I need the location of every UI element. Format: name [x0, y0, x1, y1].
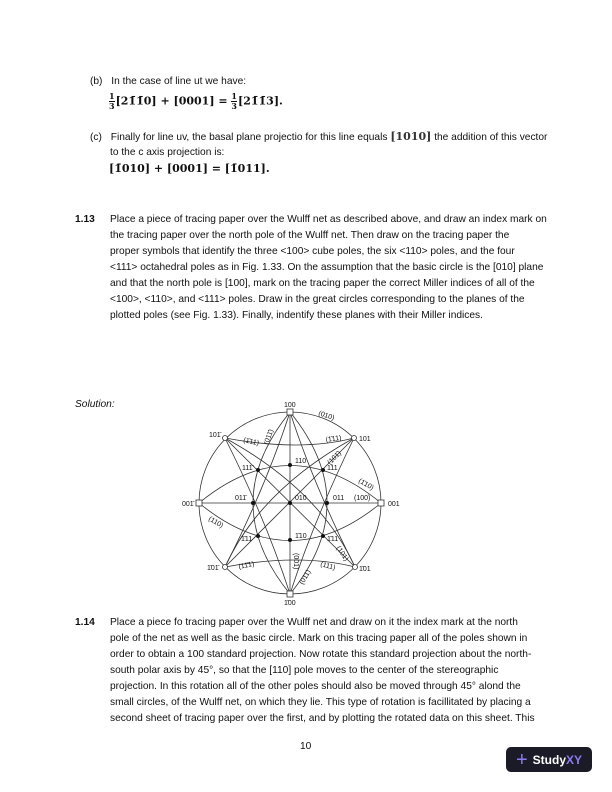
fraction: $\frac{1}{3}$ — [109, 91, 115, 111]
pole-dot — [256, 468, 260, 472]
pole-label: 111 — [327, 465, 338, 472]
problem-113-text: Place a piece of tracing paper over the Wulff net as described above, and draw an index mark on the tracing paper over the north pole of the Wulff net. Then draw on the tracing paper the proper symbols that identify the three <100> cube poles, the six <110> poles, and the four <111> octahedral poles as in Fig. 1.33. On the assumption that the basic circle is the [010] plane and that the north pole is [100], mark on the tracing paper the correct Miller indices of all of the <100>, <110>, and <111> poles. Draw in the great circles corresponding to the planes of the plotted poles (see Fig. 1.33). Finally, indentify these planes with their Miller indices. — [110, 214, 547, 321]
plane-label: (010) — [317, 410, 336, 422]
pole-label: 1̄01̄ — [207, 565, 219, 572]
part-b-text: In the case of line ut we have: — [111, 76, 247, 87]
plus-icon: + — [515, 748, 528, 771]
plane-label: (101) — [334, 545, 350, 563]
part-c — [90, 129, 560, 146]
studyxy-logo[interactable] — [506, 747, 592, 772]
plane-label: (011̄) — [263, 428, 276, 446]
great-circle — [225, 412, 290, 567]
problem-114-text: Place a piece fo tracing paper over the Wulff net and draw on it the index mark at the north pole of the net as well as the basic circle. Mark on this tracing paper all of the poles shown in order to obtain a 100 standard projection. Now rotate this standard projection about the north- south polar axis by 45°, so that the [110] pole moves to the center of the stereographic projection. In this rotation all of the other poles should also be moved through 45° alond the small circles, of the Wulff net, on which they lie. This type of rotation is facillitated by placing a second sheet of tracing paper over the first, and by plotting the rotated data on this sheet. This — [110, 617, 535, 724]
pole-label: 110 — [295, 458, 307, 465]
great-circle — [225, 438, 290, 594]
pole-label: 101̄ — [209, 432, 221, 439]
pole-marker — [353, 565, 358, 570]
logo-text: StudyXY — [532, 752, 583, 767]
plane-label: (1̄11) — [242, 437, 260, 448]
plane-label: (1̄11) — [325, 434, 342, 444]
pole-dot — [321, 468, 325, 472]
solution-label: Solution: — [75, 399, 115, 410]
page-number: 10 — [300, 741, 312, 752]
pole-label: 1̄11 — [241, 536, 253, 543]
problem-number: 1.14 — [75, 617, 95, 628]
pole-marker — [223, 436, 228, 441]
pole-dot — [256, 534, 260, 538]
plane-label: (011) — [298, 568, 313, 586]
part-c-label: (c) — [90, 132, 102, 143]
pole-label: 111̄ — [242, 465, 253, 472]
stereographic-projection — [180, 395, 410, 615]
pole-label: 010 — [295, 495, 307, 502]
pole-marker — [287, 409, 293, 415]
part-c-line2: to the c axis projection is: — [110, 147, 225, 158]
part-c-text-after: the addition of this vector — [434, 132, 548, 143]
inline-vector: [1010] — [390, 130, 432, 143]
equation-c: [1̄010] + [0001] = [1̄011]. — [109, 162, 270, 175]
pole-label: 001̄ — [182, 501, 194, 508]
part-c-text: Finally for line uv, the basal plane projectio for this line equals — [110, 132, 388, 143]
plane-label: (110) — [207, 515, 225, 530]
plane-label: (101̄) — [326, 449, 343, 467]
pole-dot — [251, 501, 255, 505]
pole-marker — [352, 436, 357, 441]
pole-marker — [287, 591, 293, 597]
pole-marker — [378, 500, 384, 506]
pole-label: 1̄01 — [359, 566, 371, 573]
pole-label: 100 — [284, 402, 296, 409]
pole-label: 011̄ — [235, 495, 247, 502]
plane-label: (1̄10) — [357, 477, 375, 492]
pole-dot — [288, 463, 292, 467]
pole-dot — [288, 538, 292, 542]
equation-b: $\frac{1}{3}$ [21̄1̄0] + [0001] = $\frac{1}{3}$ [21̄1̄3]. — [109, 91, 283, 111]
plane-label: (11̄1) — [237, 560, 255, 571]
pole-dot — [288, 501, 292, 505]
plane-label: (111) — [319, 561, 337, 572]
great-circle — [290, 412, 355, 570]
fraction: $\frac{1}{3}$ — [231, 91, 237, 111]
pole-label: 1̄00 — [284, 600, 296, 607]
pole-label: 1̄11 — [327, 536, 339, 543]
pole-marker — [223, 565, 228, 570]
pole-label: 1̄10 — [295, 533, 307, 540]
plane-label: (100) — [354, 495, 371, 502]
plane-label: (001) — [292, 553, 299, 570]
part-b — [90, 74, 246, 90]
part-b-label: (b) — [90, 76, 103, 87]
pole-dot — [321, 534, 325, 538]
pole-dot — [325, 501, 329, 505]
problem-number: 1.13 — [75, 214, 95, 225]
pole-label: 001 — [388, 501, 400, 508]
pole-marker — [196, 500, 202, 506]
pole-label: 011 — [333, 495, 345, 502]
pole-label: 101 — [359, 436, 371, 443]
